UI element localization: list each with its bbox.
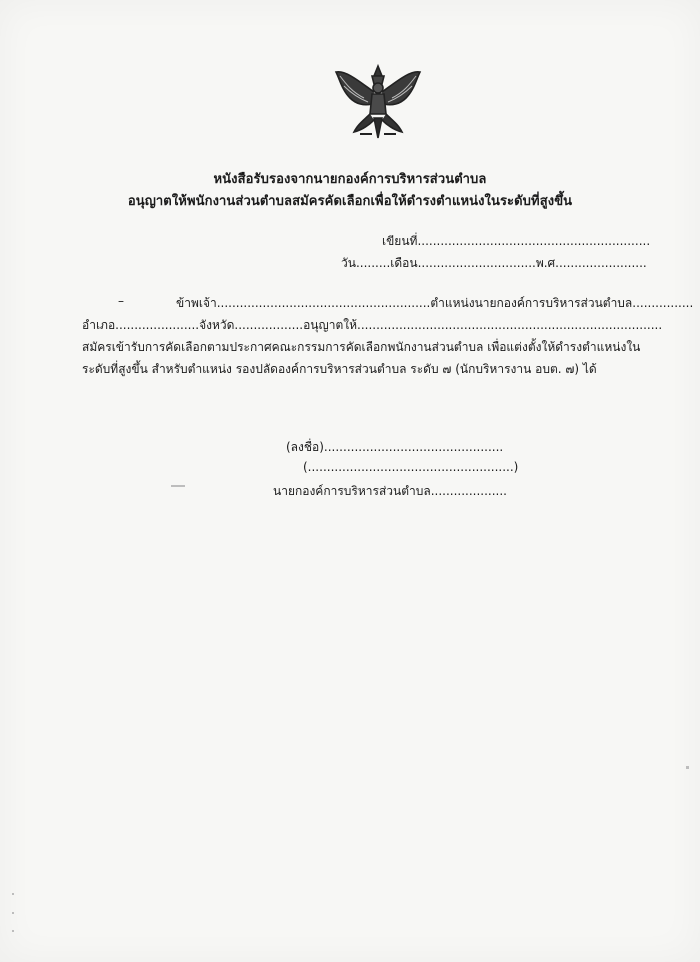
signature-line: (ลงชื่อ)............................................... [286, 440, 504, 454]
scan-speck [12, 893, 14, 895]
written-at-line: เขียนที่............................................................. [382, 234, 651, 248]
body-line-3: สมัครเข้ารับการคัดเลือกตามประกาศคณะกรรมการคัดเลือกพนักงานส่วนตำบล เพื่อแต่งตั้งให้ดำรงตำแหน่งใน [82, 340, 641, 354]
scan-speck [12, 912, 14, 914]
scan-speck [12, 930, 14, 932]
body-line-4: ระดับที่สูงขึ้น สำหรับตำแหน่ง รองปลัดองค์การบริหารส่วนตำบล ระดับ ๗ (นักบริหารงาน อบต. ๗) ได้ [82, 362, 597, 376]
document-title: หนังสือรับรองจากนายกองค์การบริหารส่วนตำบล [213, 172, 487, 187]
signature-name-line: (......................................................) [303, 460, 519, 474]
scan-speck [171, 485, 185, 487]
scan-speck [686, 766, 689, 769]
paragraph-dash: – [118, 294, 124, 308]
document-subtitle: อนุญาตให้พนักงานส่วนตำบลสมัครคัดเลือกเพื่อให้ดำรงตำแหน่งในระดับที่สูงขึ้น [127, 194, 573, 209]
garuda-emblem-icon [330, 62, 426, 142]
body-line-1: ข้าพเจ้า........................................................ตำแหน่งนายกองค์การบริหารส่วนตำบล................ [176, 296, 694, 310]
body-line-2: อำเภอ......................จังหวัด..................อนุญาตให้................................................................................ [82, 318, 663, 332]
date-line: วัน.........เดือน...............................พ.ศ........................ [341, 256, 647, 270]
signature-position-line: นายกองค์การบริหารส่วนตำบล.................... [273, 484, 507, 498]
